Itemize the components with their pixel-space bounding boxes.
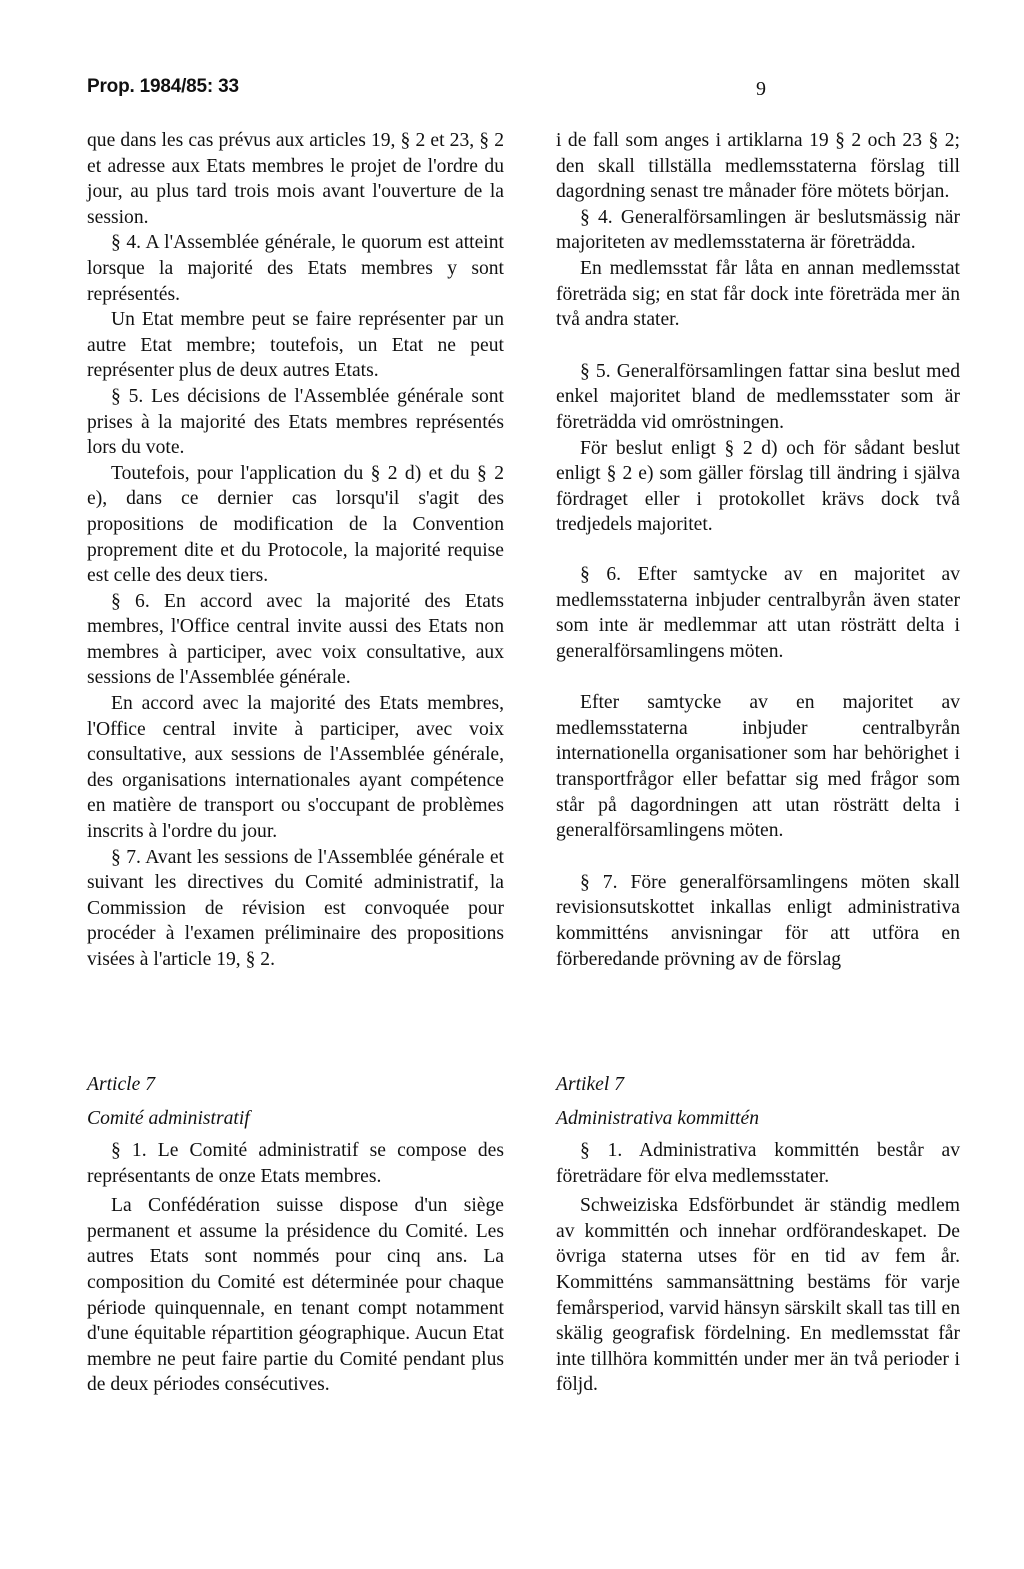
fr-article-title: Article 7 bbox=[87, 1074, 156, 1095]
fr-paragraph: § 5. Les décisions de l'Assemblée générale sont prises à la majorité des Etats membres représentés lors du vote. bbox=[87, 385, 504, 459]
fr-paragraph: En accord avec la majorité des Etats membres, l'Office central invite à participer, avec voix consultative, aux sessions de l'Assemblée générale, des organisations internationales ayant compétence en matière de transport ou s'occupant de problèmes inscrits à l'ordre du jour. bbox=[87, 693, 504, 843]
sv-paragraph: Schweiziska Edsförbundet är ständig medlem av kommittén och innehar ordförandeskapet. De övriga staterna utses för en tid av fem år. Kommitténs sammansättning bestäms för varje femårsperiod, varvid hänsyn särskilt skall tas till en skälig geografisk fördelning. En medlemsstat får inte tillhöra kommittén under mer än två perioder i följd. bbox=[556, 1195, 960, 1396]
sv-paragraph: § 1. Administrativa kommittén består av företrädare för elva medlemsstater. bbox=[556, 1140, 960, 1187]
fr-paragraph: § 6. En accord avec la majorité des Etats membres, l'Office central invite aussi des Etats non membres à participer, avec voix consultative, aux sessions de l'Assemblée générale. bbox=[87, 590, 504, 689]
swedish-column-upper bbox=[556, 128, 960, 972]
sv-paragraph: För beslut enligt § 2 d) och för sådant beslut enligt § 2 e) som gäller förslag till ändring i själva fördraget eller i protokollet krävs dock två tredjedels majoritet. bbox=[556, 437, 960, 536]
french-column-upper bbox=[87, 128, 504, 973]
sv-article-title: Artikel 7 bbox=[556, 1074, 625, 1095]
fr-paragraph: § 7. Avant les sessions de l'Assemblée générale et suivant les directives du Comité administratif, la Commission de révision est convoquée pour procéder à l'examen préliminaire des propositions visées à l'article 19, § 2. bbox=[87, 846, 504, 970]
sv-paragraph: § 5. Generalförsamlingen fattar sina beslut med enkel majoritet bland de medlemsstater som är företrädda vid omröstningen. bbox=[556, 360, 960, 433]
sv-paragraph: Efter samtycke av en majoritet av medlemsstaterna inbjuder centralbyrån internationella organisationer som har behörighet i transportfrågor eller befattar sig med frågor som står på dagordningen att utan rösträtt delta i generalförsamlingens möten. bbox=[556, 692, 960, 842]
fr-paragraph: § 4. A l'Assemblée générale, le quorum est atteint lorsque la majorité des Etats membres y sont représentés. bbox=[87, 232, 504, 305]
page-number: 9 bbox=[756, 78, 766, 100]
fr-paragraph: La Confédération suisse dispose d'un siège permanent et assume la présidence du Comité. Les autres Etats sont nommés pour cinq ans. La composition du Comité est déterminée pour chaque période quinquennale, en tenant compt notamment d'une équitable répartition géographique. Aucun Etat membre ne peut faire partie du Comité pendant plus de deux périodes consécutives. bbox=[87, 1195, 504, 1396]
sv-article-subtitle: Administrativa kommittén bbox=[556, 1108, 759, 1129]
fr-article-subtitle: Comité administratif bbox=[87, 1108, 250, 1129]
sv-paragraph: § 6. Efter samtycke av en majoritet av medlemsstaterna inbjuder centralbyrån även stater som inte är medlemmar att utan rösträtt delta i generalförsamlingens möten. bbox=[556, 563, 960, 662]
french-article-7 bbox=[87, 1072, 504, 1398]
sv-paragraph: § 4. Generalförsamlingen är beslutsmässig när majoriteten av medlemsstaterna är företrädda. bbox=[556, 206, 960, 254]
document-reference: Prop. 1984/85: 33 bbox=[87, 76, 239, 97]
swedish-article-7 bbox=[556, 1072, 960, 1398]
fr-paragraph: Un Etat membre peut se faire représenter par un autre Etat membre; toutefois, un Etat ne peut représenter plus de deux autres Etats. bbox=[87, 309, 504, 382]
sv-paragraph: § 7. Före generalförsamlingens möten skall revisionsutskottet inkallas enligt administrativa kommitténs anvisningar för att utföra en förberedande prövning av de förslag bbox=[556, 871, 960, 970]
fr-paragraph: que dans les cas prévus aux articles 19, § 2 et 23, § 2 et adresse aux Etats membres le projet de l'ordre du jour, au plus tard trois mois avant l'ouverture de la session. bbox=[87, 130, 504, 228]
sv-paragraph: i de fall som anges i artiklarna 19 § 2 och 23 § 2; den skall tillställa medlemsstaterna förslag till dagordning senast tre månader före mötets början. bbox=[556, 130, 960, 203]
fr-paragraph: § 1. Le Comité administratif se compose des représentants de onze Etats membres. bbox=[87, 1140, 504, 1187]
fr-paragraph: Toutefois, pour l'application du § 2 d) et du § 2 e), dans ce dernier cas lorsqu'il s'agit des propositions de modification de la Convention proprement dite et du Protocole, la majorité requise est celle des deux tiers. bbox=[87, 462, 504, 587]
sv-paragraph: En medlemsstat får låta en annan medlemsstat företräda sig; en stat får dock inte företräda mer än två andra stater. bbox=[556, 257, 960, 331]
